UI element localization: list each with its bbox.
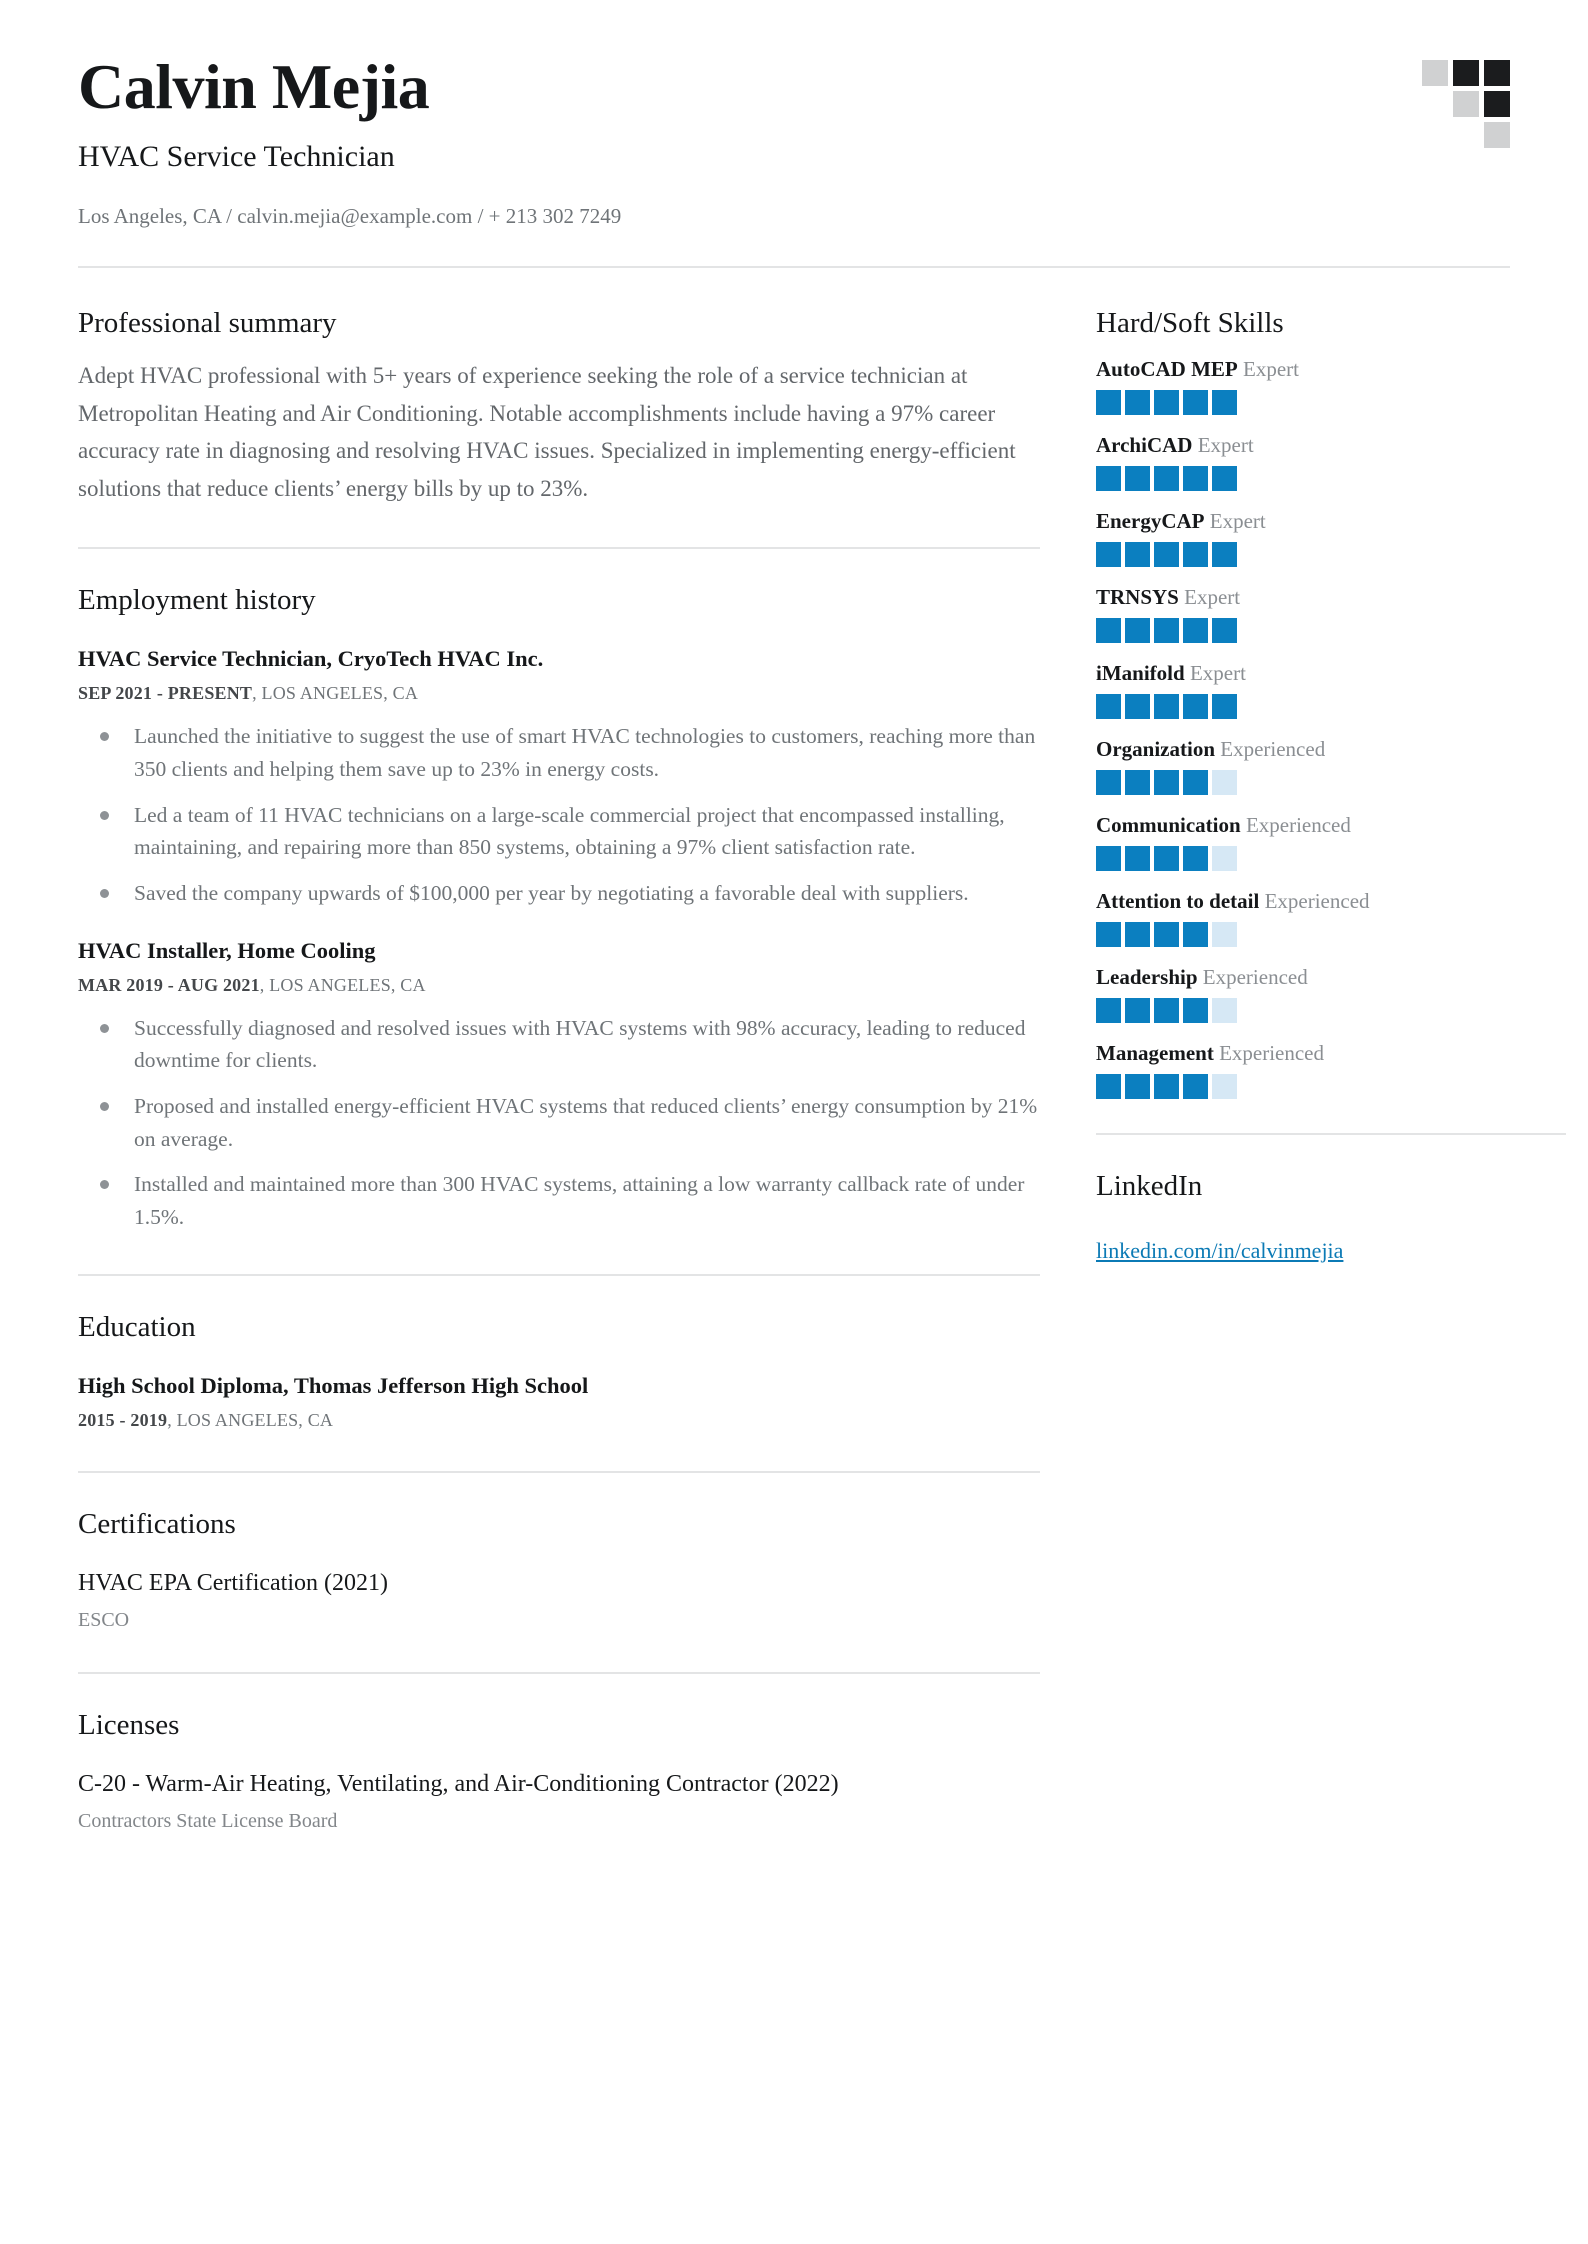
list-item: Proposed and installed energy-efficient HVAC systems that reduced clients’ energy consumption by 21% on average. — [78, 1090, 1040, 1155]
skill-pip-filled — [1154, 466, 1179, 491]
skill-pip-filled — [1183, 618, 1208, 643]
skill-pip-filled — [1096, 922, 1121, 947]
skill-name: Communication — [1096, 813, 1241, 838]
summary-text: Adept HVAC professional with 5+ years of experience seeking the role of a service technician at Metropolitan Heating and Air Conditioning. Notable accomplishments include having a 97% career accuracy rate in diagnosing and resolving HVAC issues. Specialized in implementing energy-efficient solutions that reduce clients’ energy bills by up to 23%. — [78, 363, 1016, 501]
employment-location: , LOS ANGELES, CA — [259, 974, 426, 995]
skill-pip-filled — [1125, 694, 1150, 719]
skill-pip-filled — [1183, 542, 1208, 567]
skill-item — [1096, 813, 1566, 871]
education-date: 2015 - 2019 — [78, 1409, 168, 1430]
employment-date: MAR 2019 - AUG 2021 — [78, 974, 260, 995]
skill-pip-filled — [1125, 770, 1150, 795]
skill-name: EnergyCAP — [1096, 509, 1205, 534]
employment-entry — [78, 644, 1040, 910]
logo-cell-r3c3 — [1484, 122, 1510, 148]
skill-pip-filled — [1125, 1074, 1150, 1099]
skill-rating — [1096, 1074, 1566, 1099]
skill-level: Expert — [1204, 509, 1266, 534]
linkedin-link[interactable]: linkedin.com/in/calvinmejia — [1096, 1238, 1344, 1263]
skill-pip-filled — [1212, 618, 1237, 643]
skill-rating — [1096, 846, 1566, 871]
skill-name: ArchiCAD — [1096, 433, 1193, 458]
employment-bullets — [78, 720, 1040, 909]
divider-after-skills — [1096, 1133, 1566, 1135]
skill-label — [1096, 965, 1566, 990]
section-title-employment: Employment history — [78, 584, 316, 617]
skill-pip-filled — [1096, 390, 1121, 415]
skill-pip-filled — [1183, 466, 1208, 491]
skill-level: Expert — [1192, 433, 1254, 458]
skill-pip-filled — [1125, 922, 1150, 947]
skill-pip-filled — [1096, 998, 1121, 1023]
skill-pip-filled — [1154, 390, 1179, 415]
skill-pip-filled — [1154, 694, 1179, 719]
section-title-licenses: Licenses — [78, 1708, 180, 1741]
skill-pip-empty — [1212, 922, 1237, 947]
skill-pip-empty — [1212, 1074, 1237, 1099]
skill-name: iManifold — [1096, 661, 1185, 686]
skill-name: Management — [1096, 1041, 1214, 1066]
skill-label — [1096, 357, 1566, 382]
skill-item — [1096, 661, 1566, 719]
employment-bullets — [78, 1012, 1040, 1234]
education-title: High School Diploma, Thomas Jefferson High School — [78, 1372, 589, 1398]
skill-label — [1096, 509, 1566, 534]
skill-pip-filled — [1212, 390, 1237, 415]
logo-cell-r2c2 — [1453, 91, 1479, 117]
skill-pip-filled — [1125, 542, 1150, 567]
employment-title: HVAC Installer, Home Cooling — [78, 937, 376, 963]
section-title-skills: Hard/Soft Skills — [1096, 307, 1284, 340]
skill-pip-filled — [1125, 390, 1150, 415]
skills-list — [1096, 357, 1566, 1099]
divider-after-certifications — [78, 1672, 1040, 1674]
skill-pip-empty — [1212, 846, 1237, 871]
divider-after-education — [78, 1471, 1040, 1473]
skill-rating — [1096, 770, 1566, 795]
logo-cell-r1c3 — [1484, 60, 1510, 86]
list-item: Launched the initiative to suggest the use of smart HVAC technologies to customers, reaching more than 350 clients and helping them save up to 23% in energy costs. — [78, 720, 1040, 785]
candidate-job-title: HVAC Service Technician — [78, 140, 395, 174]
skill-rating — [1096, 922, 1566, 947]
candidate-name: Calvin Mejia — [78, 51, 430, 122]
employment-date: SEP 2021 - PRESENT — [78, 683, 253, 704]
skill-pip-filled — [1183, 390, 1208, 415]
education-entry — [78, 1371, 1040, 1431]
section-title-summary: Professional summary — [78, 307, 337, 340]
list-item: Led a team of 11 HVAC technicians on a large-scale commercial project that encompassed installing, maintaining, and repairing more than 850 systems, obtaining a 97% client satisfaction rate. — [78, 799, 1040, 864]
skill-pip-filled — [1125, 466, 1150, 491]
skill-pip-filled — [1154, 1074, 1179, 1099]
skill-pip-filled — [1125, 998, 1150, 1023]
logo-cell-r1c2 — [1453, 60, 1479, 86]
skill-label — [1096, 661, 1566, 686]
skill-name: TRNSYS — [1096, 585, 1179, 610]
skill-pip-filled — [1096, 618, 1121, 643]
skill-pip-filled — [1212, 466, 1237, 491]
skill-pip-filled — [1154, 846, 1179, 871]
skill-level: Expert — [1237, 357, 1299, 382]
skill-pip-filled — [1096, 846, 1121, 871]
skill-level: Experienced — [1197, 965, 1308, 990]
skill-pip-filled — [1154, 618, 1179, 643]
skill-label — [1096, 1041, 1566, 1066]
logo-cell-r2c3 — [1484, 91, 1510, 117]
skill-pip-filled — [1096, 466, 1121, 491]
skill-pip-filled — [1154, 542, 1179, 567]
skill-item — [1096, 509, 1566, 567]
skill-name: Leadership — [1096, 965, 1198, 990]
license-title: C-20 - Warm-Air Heating, Ventilating, and Air-Conditioning Contractor (2022) — [78, 1770, 839, 1797]
skill-label — [1096, 813, 1566, 838]
employment-location: , LOS ANGELES, CA — [252, 683, 419, 704]
skill-pip-filled — [1096, 1074, 1121, 1099]
resume-header — [78, 0, 1510, 230]
skill-item — [1096, 965, 1566, 1023]
skill-pip-empty — [1212, 998, 1237, 1023]
skill-pip-filled — [1212, 694, 1237, 719]
skill-name: AutoCAD MEP — [1096, 357, 1238, 382]
skill-pip-filled — [1154, 998, 1179, 1023]
skill-level: Experienced — [1259, 889, 1370, 914]
skill-level: Experienced — [1215, 737, 1326, 762]
skill-pip-filled — [1125, 618, 1150, 643]
license-entry — [78, 1769, 1040, 1833]
skill-rating — [1096, 618, 1566, 643]
section-title-linkedin: LinkedIn — [1096, 1170, 1203, 1203]
skill-rating — [1096, 542, 1566, 567]
skill-level: Experienced — [1213, 1041, 1325, 1066]
skill-level: Expert — [1184, 661, 1246, 686]
skill-name: Attention to detail — [1096, 889, 1260, 914]
skill-pip-filled — [1096, 694, 1121, 719]
grid-logo — [1422, 60, 1510, 170]
skill-label — [1096, 585, 1566, 610]
skill-name: Organization — [1096, 737, 1215, 762]
certification-issuer: ESCO — [78, 1608, 130, 1631]
employment-meta — [78, 975, 1040, 996]
skill-pip-filled — [1212, 542, 1237, 567]
skill-rating — [1096, 694, 1566, 719]
skill-item — [1096, 585, 1566, 643]
employment-entry — [78, 936, 1040, 1234]
skill-pip-filled — [1096, 770, 1121, 795]
skill-pip-filled — [1154, 922, 1179, 947]
skill-label — [1096, 737, 1566, 762]
side-column — [1096, 268, 1566, 1264]
skill-pip-filled — [1154, 770, 1179, 795]
list-item: Installed and maintained more than 300 HVAC systems, attaining a low warranty callback rate of under 1.5%. — [78, 1168, 1040, 1233]
skill-pip-empty — [1212, 770, 1237, 795]
section-title-education: Education — [78, 1310, 196, 1343]
skill-level: Expert — [1178, 585, 1241, 610]
main-column — [78, 268, 1040, 1832]
skill-rating — [1096, 466, 1566, 491]
skill-item — [1096, 433, 1566, 491]
logo-cell-r1c1 — [1422, 60, 1448, 86]
content-columns — [78, 268, 1510, 1832]
skill-item — [1096, 889, 1566, 947]
skill-pip-filled — [1096, 542, 1121, 567]
skill-item — [1096, 357, 1566, 415]
skill-rating — [1096, 390, 1566, 415]
employment-title: HVAC Service Technician, CryoTech HVAC Inc. — [78, 645, 544, 671]
skill-label — [1096, 433, 1566, 458]
license-issuer: Contractors State License Board — [78, 1809, 338, 1832]
section-title-certifications: Certifications — [78, 1507, 236, 1540]
skill-level: Experienced — [1240, 813, 1351, 838]
education-location: , LOS ANGELES, CA — [167, 1409, 334, 1430]
skill-item — [1096, 1041, 1566, 1099]
divider-after-summary — [78, 547, 1040, 549]
certification-entry — [78, 1568, 1040, 1632]
education-meta — [78, 1410, 1040, 1431]
skill-pip-filled — [1183, 694, 1208, 719]
skill-item — [1096, 737, 1566, 795]
skill-rating — [1096, 998, 1566, 1023]
employment-meta — [78, 683, 1040, 704]
skill-pip-filled — [1183, 770, 1208, 795]
skill-label — [1096, 889, 1566, 914]
skill-pip-filled — [1125, 846, 1150, 871]
certification-title: HVAC EPA Certification (2021) — [78, 1569, 388, 1596]
skill-pip-filled — [1183, 998, 1208, 1023]
skill-pip-filled — [1183, 846, 1208, 871]
list-item: Successfully diagnosed and resolved issues with HVAC systems with 98% accuracy, leading to reduced downtime for clients. — [78, 1012, 1040, 1077]
list-item: Saved the company upwards of $100,000 per year by negotiating a favorable deal with suppliers. — [78, 877, 1040, 910]
skill-pip-filled — [1183, 1074, 1208, 1099]
divider-after-employment — [78, 1274, 1040, 1276]
contact-line: Los Angeles, CA / calvin.mejia@example.com / + 213 302 7249 — [78, 204, 622, 229]
skill-pip-filled — [1183, 922, 1208, 947]
